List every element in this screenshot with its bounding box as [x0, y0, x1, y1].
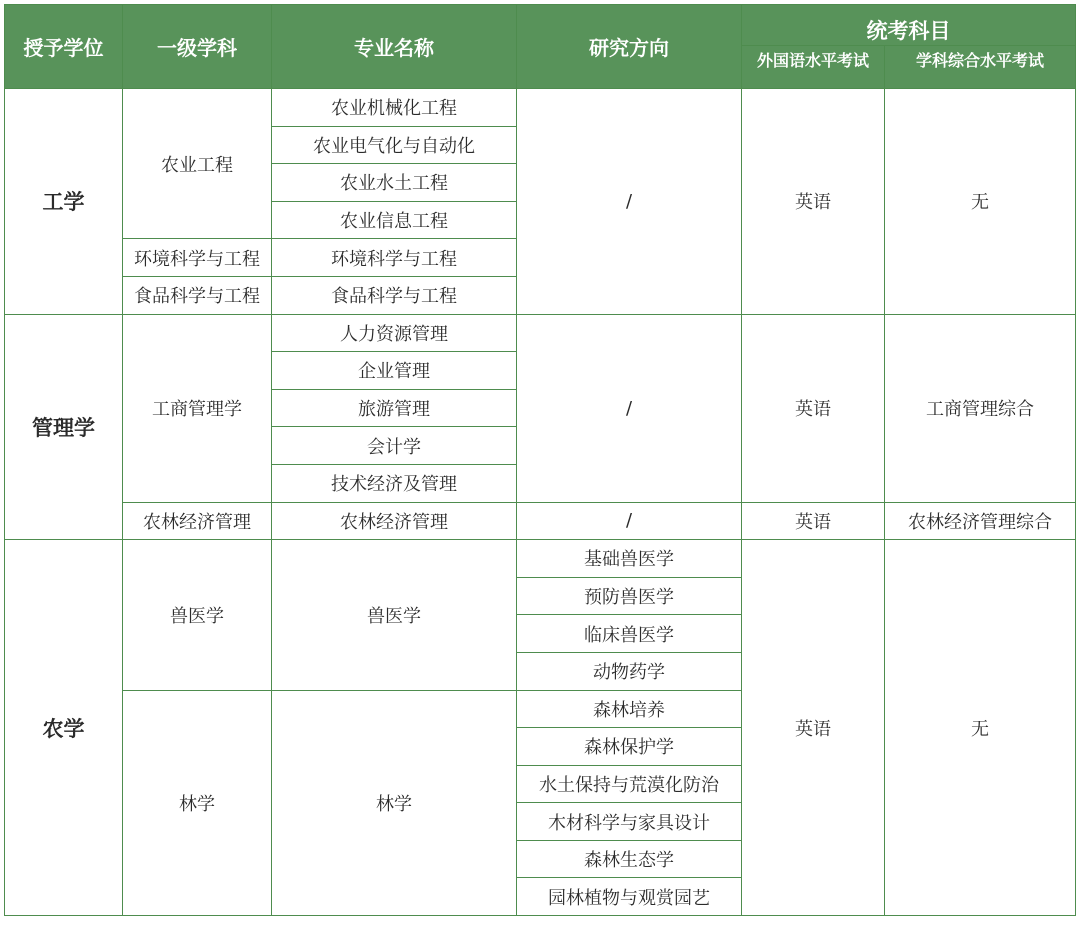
degree-cell: 管理学: [5, 314, 123, 540]
direction-cell: 临床兽医学: [517, 615, 742, 653]
header-comprehensive: 学科综合水平考试: [885, 46, 1076, 89]
table-row: [5, 502, 1076, 540]
direction-cell: 基础兽医学: [517, 540, 742, 578]
comprehensive-cell: 农林经济管理综合: [885, 502, 1076, 540]
first-level-cell: 食品科学与工程: [123, 276, 272, 314]
direction-cell: /: [517, 502, 742, 540]
degree-subject-table: [4, 4, 1076, 916]
major-cell: 农林经济管理: [272, 502, 517, 540]
direction-cell: /: [517, 314, 742, 502]
header-first-level: 一级学科: [123, 5, 272, 89]
comprehensive-cell: 无: [885, 89, 1076, 315]
degree-cell: 工学: [5, 89, 123, 315]
degree-cell: 农学: [5, 540, 123, 916]
foreign-lang-cell: 英语: [742, 502, 885, 540]
major-cell: 环境科学与工程: [272, 239, 517, 277]
major-cell: 农业电气化与自动化: [272, 126, 517, 164]
table-row: [5, 314, 1076, 352]
direction-cell: 预防兽医学: [517, 577, 742, 615]
direction-cell: /: [517, 89, 742, 315]
table-row: [5, 540, 1076, 578]
comprehensive-cell: 工商管理综合: [885, 314, 1076, 502]
comprehensive-cell: 无: [885, 540, 1076, 916]
major-cell: 兽医学: [272, 540, 517, 690]
foreign-lang-cell: 英语: [742, 540, 885, 916]
direction-cell: 森林保护学: [517, 728, 742, 766]
major-cell: 会计学: [272, 427, 517, 465]
header-row: [5, 5, 1076, 46]
direction-cell: 动物药学: [517, 652, 742, 690]
table-row: [5, 89, 1076, 127]
first-level-cell: 林学: [123, 690, 272, 916]
header-exam-group: 统考科目: [742, 5, 1076, 46]
major-cell: 农业机械化工程: [272, 89, 517, 127]
first-level-cell: 农业工程: [123, 89, 272, 239]
major-cell: 农业信息工程: [272, 201, 517, 239]
major-cell: 旅游管理: [272, 389, 517, 427]
major-cell: 技术经济及管理: [272, 464, 517, 502]
major-cell: 食品科学与工程: [272, 276, 517, 314]
major-cell: 企业管理: [272, 352, 517, 390]
foreign-lang-cell: 英语: [742, 314, 885, 502]
major-cell: 林学: [272, 690, 517, 916]
major-cell: 人力资源管理: [272, 314, 517, 352]
first-level-cell: 兽医学: [123, 540, 272, 690]
header-direction: 研究方向: [517, 5, 742, 89]
direction-cell: 森林生态学: [517, 840, 742, 878]
first-level-cell: 农林经济管理: [123, 502, 272, 540]
header-degree: 授予学位: [5, 5, 123, 89]
first-level-cell: 环境科学与工程: [123, 239, 272, 277]
foreign-lang-cell: 英语: [742, 89, 885, 315]
major-cell: 农业水土工程: [272, 164, 517, 202]
direction-cell: 森林培养: [517, 690, 742, 728]
first-level-cell: 工商管理学: [123, 314, 272, 502]
header-major: 专业名称: [272, 5, 517, 89]
direction-cell: 水土保持与荒漠化防治: [517, 765, 742, 803]
direction-cell: 木材科学与家具设计: [517, 803, 742, 841]
direction-cell: 园林植物与观赏园艺: [517, 878, 742, 916]
header-foreign-lang: 外国语水平考试: [742, 46, 885, 89]
